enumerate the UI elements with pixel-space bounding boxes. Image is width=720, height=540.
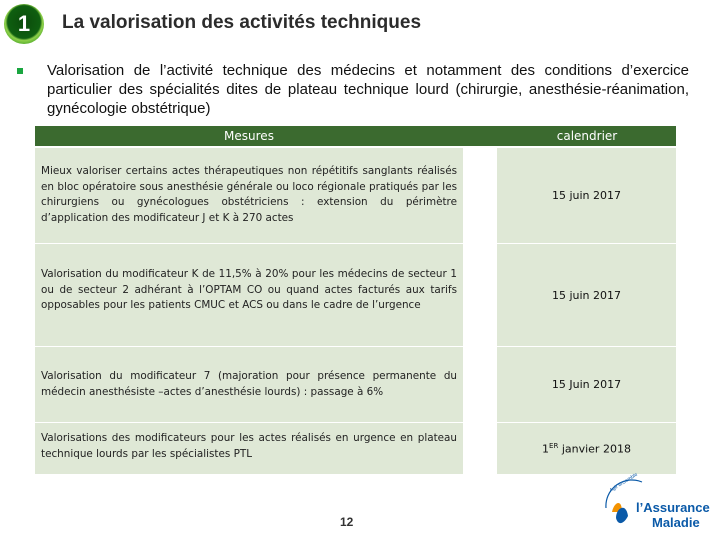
mesure-cell — [35, 244, 463, 346]
bullet-square-icon — [17, 68, 23, 74]
intro-paragraph: Valorisation de l’activité technique des médecins et notamment des conditions d’exercice particulier des spécialités dites de plateau technique lourd (chirurgie, anesthésie-réanimation, gynécologie obstétrique) — [47, 62, 689, 117]
date-text: 15 juin 2017 — [551, 189, 622, 202]
date-cell — [497, 244, 676, 346]
slide-number: 1 — [17, 11, 31, 36]
date-cell — [497, 423, 676, 474]
date-text: 1ER janvier 2018 — [542, 441, 631, 456]
date-text: 15 juin 2017 — [551, 288, 622, 302]
slide-number-badge — [4, 4, 44, 44]
mesure-text: Valorisation du modificateur K de 11,5% à 20% pour les médecins de secteur 1 ou de secteur 2 adhérant à l’OPTAM CO ou quand actes facturés aux tarifs opposables pour les patients CMUC et ACS ou dans le cadre de l’urgence — [41, 268, 457, 311]
mesure-text: Valorisations des modificateurs pour les actes réalisés en urgence en plateau technique lourds par les spécialistes PTL — [41, 432, 457, 460]
mesure-cell — [35, 423, 463, 474]
mesure-text: Mieux valoriser certains actes thérapeutiques non répétitifs sanglants réalisés en bloc opératoire sous anesthésie générale ou loco régionale pratiqués par les chirurgiens ou gynécologues obstétriciens : extension du périmètre d’application des modificateur J et K à 270 actes — [41, 165, 457, 224]
header-mesures: Mesures — [224, 129, 274, 143]
date-cell — [497, 148, 676, 243]
table-row — [35, 346, 676, 422]
table-row — [35, 147, 676, 243]
logo-line1: l’Assurance — [636, 500, 710, 515]
logo-line2: Maladie — [652, 515, 700, 530]
table-row — [35, 243, 676, 346]
table-row — [35, 422, 676, 474]
mesure-text: Valorisation du modificateur 7 (majoration pour présence permanente du médecin anesthésiste –actes d’anesthésie lourds) : passage à 6% — [41, 370, 457, 398]
page-title: La valorisation des activités techniques — [62, 12, 422, 33]
date-cell — [497, 347, 676, 422]
table-header — [35, 126, 676, 146]
assurance-maladie-logo — [592, 468, 714, 536]
mesure-cell — [35, 347, 463, 422]
page-number: 12 — [340, 515, 354, 529]
logo-arc-text: Agir ensemble — [608, 471, 639, 494]
header-calendrier: calendrier — [556, 129, 618, 143]
date-text: 15 Juin 2017 — [551, 378, 622, 391]
mesure-cell — [35, 148, 463, 243]
